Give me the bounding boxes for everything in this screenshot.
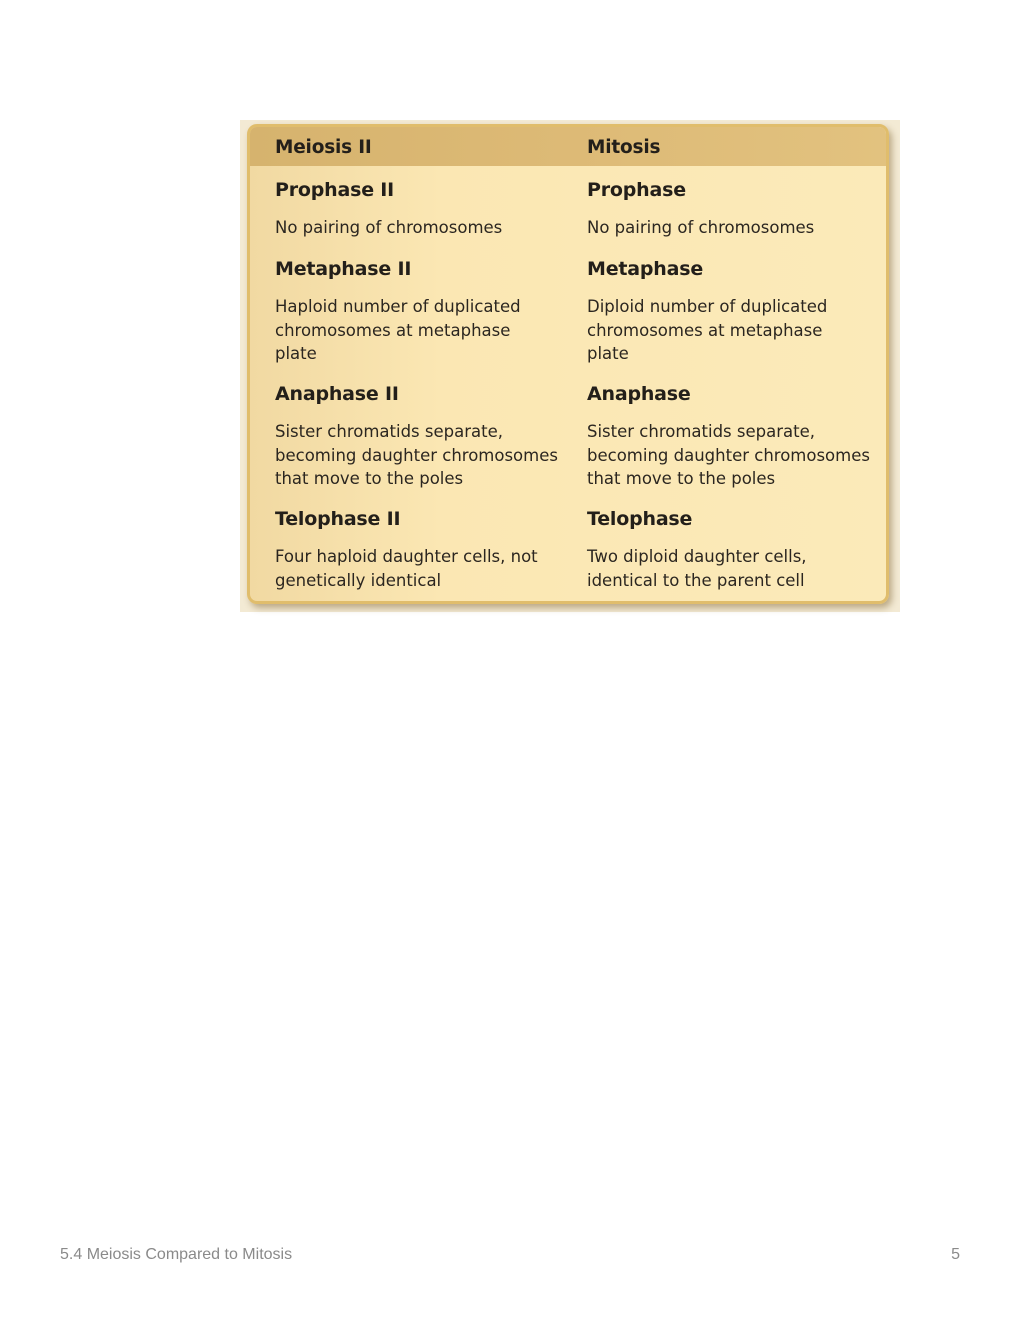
phase-description: Haploid number of duplicated chromosomes at metaphase plate bbox=[275, 297, 521, 363]
phase-description: No pairing of chromosomes bbox=[275, 218, 503, 237]
footer-section-title: 5.4 Meiosis Compared to Mitosis bbox=[60, 1246, 293, 1263]
phase-heading: Anaphase bbox=[587, 383, 691, 405]
phase-description: Sister chromatids separate, becoming daughter chromosomes that move to the poles bbox=[275, 422, 558, 488]
footer-page-number: 5 bbox=[951, 1246, 960, 1263]
phase-heading: Prophase bbox=[587, 179, 686, 201]
phase-heading: Prophase II bbox=[275, 179, 395, 201]
phase-heading: Metaphase bbox=[587, 258, 704, 280]
column-title-mitosis: Mitosis bbox=[587, 137, 661, 158]
phase-description: Sister chromatids separate, becoming daughter chromosomes that move to the poles bbox=[587, 422, 870, 488]
phase-heading: Anaphase II bbox=[275, 383, 399, 405]
comparison-table bbox=[247, 124, 889, 604]
column-title-meiosis-ii: Meiosis II bbox=[275, 137, 372, 158]
phase-description: Two diploid daughter cells, identical to the parent cell bbox=[587, 547, 807, 590]
phase-heading: Telophase II bbox=[275, 508, 401, 530]
phase-heading: Metaphase II bbox=[275, 258, 412, 280]
phase-heading: Telophase bbox=[587, 508, 693, 530]
phase-description: Diploid number of duplicated chromosomes at metaphase plate bbox=[587, 297, 828, 363]
table-header bbox=[250, 127, 886, 166]
phase-description: No pairing of chromosomes bbox=[587, 218, 815, 237]
phase-description: Four haploid daughter cells, not genetically identical bbox=[275, 547, 538, 590]
comparison-figure bbox=[240, 120, 900, 612]
